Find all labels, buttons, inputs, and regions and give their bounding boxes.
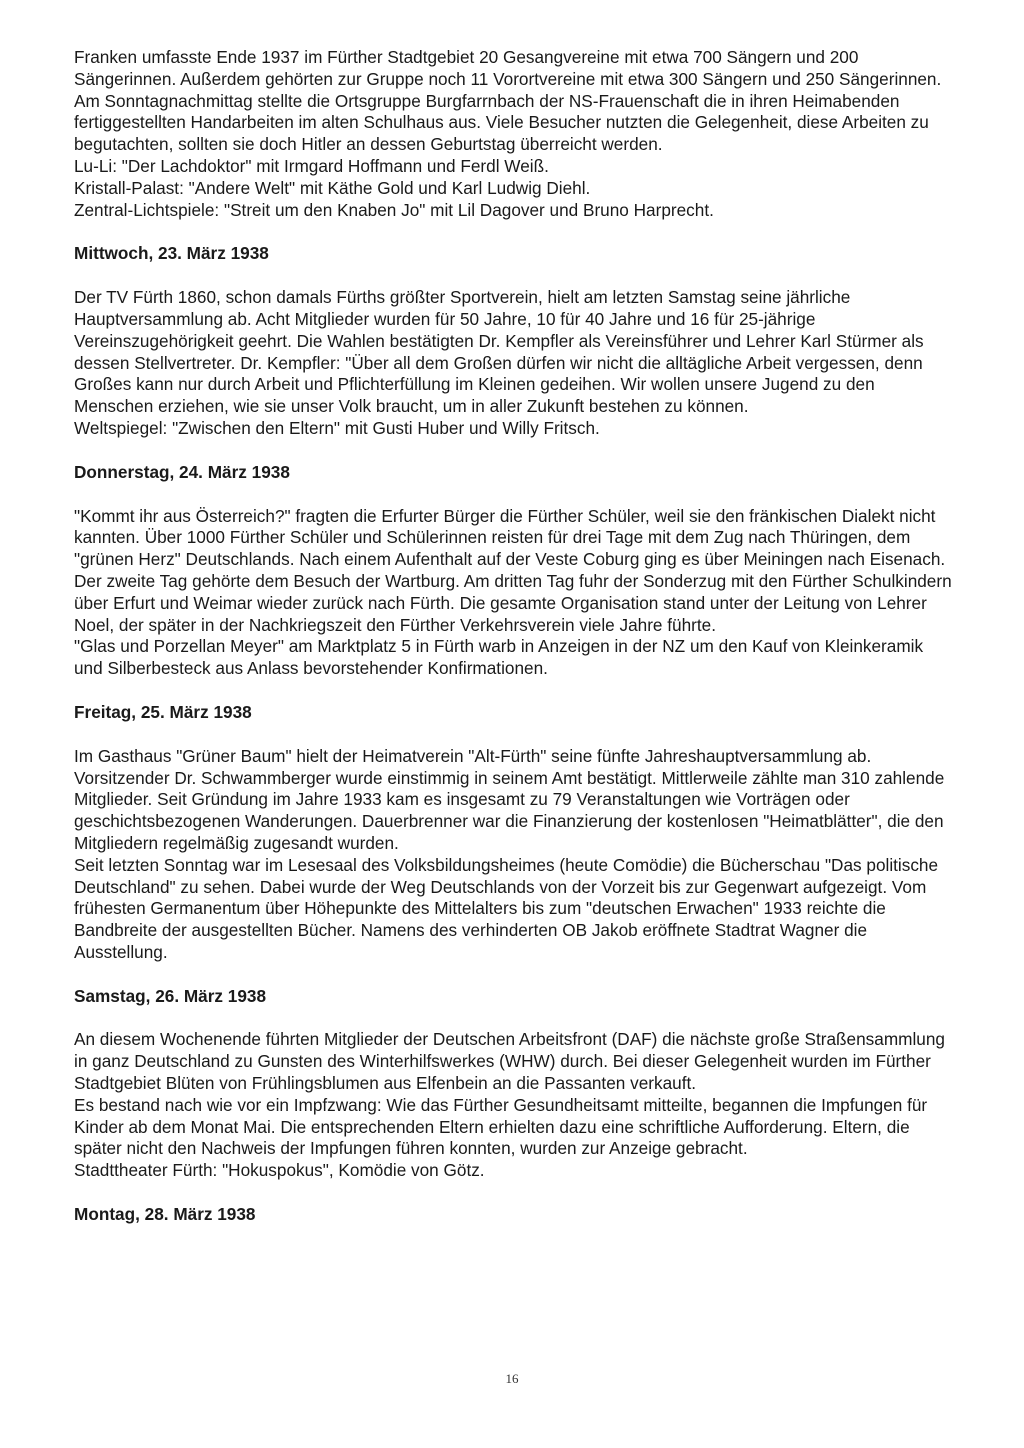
paragraph: Seit letzten Sonntag war im Lesesaal des Volksbildungsheimes (heute Comödie) die Bücherschau "Das politische Deutschland" zu sehen. Dabei wurde der Weg Deutschlands von der Vorzeit bis zur Gegenwart aufgezeigt. Vom frühesten Germanentum über Höhepunkte des Mittelalters bis zum "deutschen Erwachen" 1933 reichte die Bandbreite der ausgestellten Bücher. Namens des verhinderten OB Jakob eröffnete Stadtrat Wagner die Ausstellung.: [74, 854, 939, 962]
date-heading: Donnerstag, 24. März 1938: [74, 461, 290, 482]
paragraph: Es bestand nach wie vor ein Impfzwang: Wie das Fürther Gesundheitsamt mitteilte, begannen die Impfungen für Kinder ab dem Monat Mai. Die entsprechenden Eltern erhielten dazu eine schriftliche Aufforderung. Eltern, die später nicht den Nachweis der Impfungen führen konnten, wurden zur Anzeige gebracht.: [74, 1094, 928, 1159]
date-heading: Freitag, 25. März 1938: [74, 701, 252, 722]
spacer: [74, 1182, 954, 1204]
paragraph: Lu-Li: "Der Lachdoktor" mit Irmgard Hoffmann und Ferdl Weiß.: [74, 155, 549, 176]
page-number: 16: [505, 1371, 519, 1386]
document-body: [74, 47, 954, 1226]
spacer: [74, 440, 954, 462]
date-heading: Montag, 28. März 1938: [74, 1204, 256, 1225]
paragraph: Im Gasthaus "Grüner Baum" hielt der Heimatverein "Alt-Fürth" seine fünfte Jahreshauptversammlung ab. Vorsitzender Dr. Schwammberger wurde einstimmig in seinem Amt bestätigt. Mittlerweile zählte man 310 zahlende Mitglieder. Seit Gründung im Jahre 1933 kam es insgesamt zu 79 Veranstaltungen wie Vorträgen oder geschichtsbezogenen Wanderungen. Dauerbrenner war die Finanzierung der kostenlosen "Heimatblätter", die den Mitgliedern regelmäßig zugesandt wurden.: [74, 745, 945, 853]
paragraph: Am Sonntagnachmittag stellte die Ortsgruppe Burgfarrnbach der NS-Frauenschaft die in ihren Heimabenden fertiggestellten Handarbeiten im alten Schulhaus aus. Viele Besucher nutzten die Gelegenheit, diese Arbeiten zu begutachten, sollten sie doch Hitler an dessen Geburtstag überreicht werden.: [74, 90, 929, 155]
paragraph: Der TV Fürth 1860, schon damals Fürths größter Sportverein, hielt am letzten Samstag seine jährliche Hauptversammlung ab. Acht Mitglieder wurden für 50 Jahre, 10 für 40 Jahre und 16 für 25-jährige Vereinszugehörigkeit geehrt. Die Wahlen bestätigten Dr. Kempfler als Vereinsführer und Lehrer Karl Stürmer als dessen Stellvertreter. Dr. Kempfler: "Über all dem Großen dürfen wir nicht die alltägliche Arbeit vergessen, denn Großes kann nur durch Arbeit und Pflichterfüllung im Kleinen gedeihen. Wir wollen unsere Jugend zu den Menschen erziehen, wie sie unser Volk braucht, um in aller Zukunft bestehen zu können.: [74, 287, 924, 417]
spacer: [74, 724, 954, 746]
paragraph: Franken umfasste Ende 1937 im Fürther Stadtgebiet 20 Gesangvereine mit etwa 700 Sängern und 200 Sängerinnen. Außerdem gehörten zur Gruppe noch 11 Vorortvereine mit etwa 300 Sängern und 250 Sängerinnen.: [74, 47, 942, 89]
date-heading: Samstag, 26. März 1938: [74, 985, 267, 1006]
spacer: [74, 1007, 954, 1029]
spacer: [74, 484, 954, 506]
paragraph: An diesem Wochenende führten Mitglieder der Deutschen Arbeitsfront (DAF) die nächste große Straßensammlung in ganz Deutschland zu Gunsten des Winterhilfswerkes (WHW) durch. Bei dieser Gelegenheit wurden im Fürther Stadtgebiet Blüten von Frühlingsblumen aus Elfenbein an die Passanten verkauft.: [74, 1029, 945, 1094]
paragraph: "Glas und Porzellan Meyer" am Marktplatz 5 in Fürth warb in Anzeigen in der NZ um den Kauf von Kleinkeramik und Silberbesteck aus Anlass bevorstehender Konfirmationen.: [74, 636, 924, 679]
spacer: [74, 964, 954, 986]
spacer: [74, 265, 954, 287]
paragraph: "Kommt ihr aus Österreich?" fragten die Erfurter Bürger die Fürther Schüler, weil sie den fränkischen Dialekt nicht kannten. Über 1000 Fürther Schüler und Schülerinnen reisten für drei Tage mit dem Zug nach Thüringen, dem "grünen Herz" Deutschlands. Nach einem Aufenthalt auf der Veste Coburg ging es über Meiningen nach Eisenach. Der zweite Tag gehörte dem Besuch der Wartburg. Am dritten Tag fuhr der Sonderzug mit den Fürther Schulkindern über Erfurt und Weimar wieder zurück nach Fürth. Die gesamte Organisation stand unter der Leitung von Lehrer Noel, der später in der Nachkriegszeit den Fürther Verkehrsverein viele Jahre führte.: [74, 505, 952, 635]
spacer: [74, 680, 954, 702]
paragraph: Zentral-Lichtspiele: "Streit um den Knaben Jo" mit Lil Dagover und Bruno Harprecht.: [74, 199, 714, 220]
paragraph: Stadttheater Fürth: "Hokuspokus", Komödie von Götz.: [74, 1160, 485, 1181]
paragraph: Weltspiegel: "Zwischen den Eltern" mit Gusti Huber und Willy Fritsch.: [74, 417, 600, 438]
date-heading: Mittwoch, 23. März 1938: [74, 243, 269, 264]
paragraph: Kristall-Palast: "Andere Welt" mit Käthe Gold und Karl Ludwig Diehl.: [74, 177, 591, 198]
spacer: [74, 221, 954, 243]
